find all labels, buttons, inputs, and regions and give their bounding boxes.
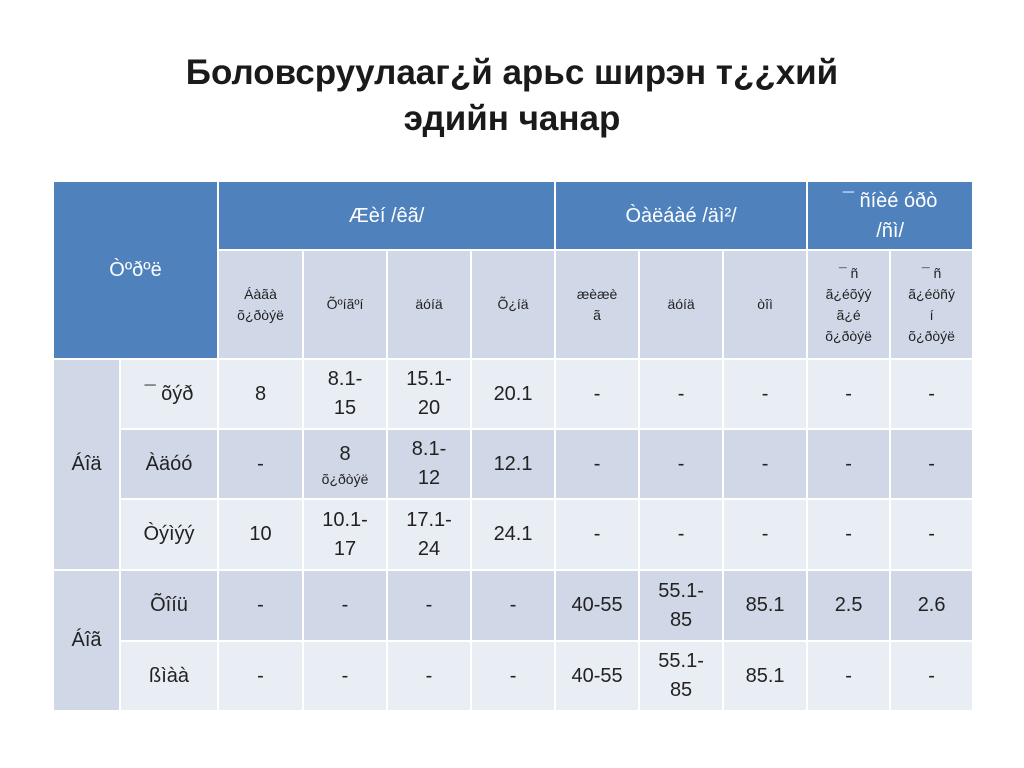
subheader-line: ã¿é	[836, 306, 861, 323]
table-cell: -	[218, 570, 303, 641]
table-cell: -	[471, 641, 555, 711]
subheader	[555, 250, 639, 359]
table-cell	[303, 429, 387, 499]
table-cell: -	[555, 499, 639, 570]
row-label: Õîíü	[120, 570, 218, 641]
title-line-2: эдийн чанар	[403, 99, 621, 138]
table-cell: 24.1	[471, 499, 555, 570]
table-cell	[387, 429, 471, 499]
row-label: Àäóó	[120, 429, 218, 499]
table-row	[53, 429, 973, 499]
group-label: Áîã	[53, 570, 120, 711]
table-cell: -	[303, 570, 387, 641]
subheader-line: õ¿ðòýë	[825, 327, 872, 344]
cell-line: 20	[417, 397, 441, 419]
header-group-length-line1: ¯ ñíèé óðò	[842, 189, 938, 212]
table-cell	[387, 359, 471, 429]
table-cell: 12.1	[471, 429, 555, 499]
table-cell: -	[723, 359, 807, 429]
subheader	[303, 250, 387, 359]
table-cell: -	[890, 641, 973, 711]
title-line-1: Боловсруулааг¿й арьс ширэн т¿¿хий	[185, 53, 839, 92]
cell-line: 85	[669, 679, 693, 701]
table-cell: -	[387, 641, 471, 711]
table-cell: -	[890, 359, 973, 429]
table-cell: 2.5	[807, 570, 890, 641]
subheader-line: ã	[593, 306, 601, 323]
table-cell: -	[807, 499, 890, 570]
table-cell	[303, 359, 387, 429]
table-cell: 85.1	[723, 570, 807, 641]
cell-line: 55.1-	[658, 579, 704, 602]
slide-title	[0, 50, 1024, 142]
table-cell: -	[471, 570, 555, 641]
table-cell: -	[639, 359, 723, 429]
group-label: Áîä	[53, 359, 120, 570]
subheader-line: ã¿éõýý	[825, 285, 872, 302]
table-cell: -	[890, 499, 973, 570]
cell-line: 8.1-	[327, 368, 363, 390]
subheader-line: ã¿éöñý	[908, 285, 955, 302]
header-group-length-line2: /ñì/	[876, 219, 904, 242]
table-row	[53, 570, 973, 641]
table-cell: 20.1	[471, 359, 555, 429]
table-cell: -	[387, 570, 471, 641]
table-cell: -	[555, 429, 639, 499]
header-corner: Òºðºë	[53, 181, 218, 359]
subheader-line: òîì	[757, 296, 773, 312]
subheader-line: í	[929, 306, 934, 323]
header-group-area: Òàëáàé /äì²/	[555, 181, 807, 250]
table-cell: -	[807, 641, 890, 711]
subheader	[471, 250, 555, 359]
subheader-line: äóíä	[667, 296, 695, 312]
subheader-line: äóíä	[415, 296, 443, 312]
cell-line: 55.1-	[658, 650, 704, 672]
cell-line: 12	[417, 467, 441, 489]
table-cell	[303, 499, 387, 570]
table-cell: -	[218, 641, 303, 711]
table-cell: 85.1	[723, 641, 807, 711]
row-label: Òýìýý	[120, 499, 218, 570]
cell-line: 15	[333, 397, 357, 419]
table-cell	[387, 499, 471, 570]
subheader-line: õ¿ðòýë	[908, 327, 955, 344]
table-cell: 40-55	[555, 641, 639, 711]
table-cell: -	[639, 499, 723, 570]
subheader-line: ¯ ñ	[921, 264, 942, 281]
table-cell: -	[723, 499, 807, 570]
table-cell	[639, 570, 723, 641]
table-cell: 10	[218, 499, 303, 570]
data-table	[52, 180, 974, 712]
cell-line: 8.1-	[411, 438, 447, 460]
row-label: ¯ õýð	[120, 359, 218, 429]
cell-line: 17	[333, 537, 357, 560]
cell-line-small: õ¿ðòýë	[321, 470, 369, 487]
table-cell: -	[807, 429, 890, 499]
subheader-line: Õ¿íä	[497, 296, 529, 312]
table-row	[53, 641, 973, 711]
subheader-line: Áàãà	[244, 285, 277, 302]
subheader	[723, 250, 807, 359]
table-cell: 8	[218, 359, 303, 429]
cell-line: 24	[417, 537, 441, 560]
cell-line: 10.1-	[322, 508, 368, 531]
row-label: ßìàà	[120, 641, 218, 711]
table-cell: -	[723, 429, 807, 499]
table-cell: -	[303, 641, 387, 711]
subheader	[807, 250, 890, 359]
table-cell: -	[807, 359, 890, 429]
table-cell: -	[555, 359, 639, 429]
table-cell: -	[890, 429, 973, 499]
subheader-line: õ¿ðòýë	[237, 306, 284, 323]
cell-line: 85	[669, 608, 693, 631]
header-group-length	[807, 181, 973, 250]
table-cell: 40-55	[555, 570, 639, 641]
table-cell: 2.6	[890, 570, 973, 641]
table-row	[53, 499, 973, 570]
table-cell: -	[218, 429, 303, 499]
subheader-line: Õºíãºí	[326, 296, 364, 312]
subheader-line: æèæè	[576, 285, 618, 302]
table-cell: -	[639, 429, 723, 499]
table-cell	[639, 641, 723, 711]
subheader	[218, 250, 303, 359]
subheader	[639, 250, 723, 359]
cell-line: 17.1-	[406, 508, 452, 531]
subheader	[387, 250, 471, 359]
table-row	[53, 359, 973, 429]
cell-line: 15.1-	[406, 368, 452, 390]
subheader	[890, 250, 973, 359]
header-group-weight: Æèí /êã/	[218, 181, 555, 250]
subheader-line: ¯ ñ	[838, 264, 859, 281]
cell-line: 8	[339, 442, 351, 465]
